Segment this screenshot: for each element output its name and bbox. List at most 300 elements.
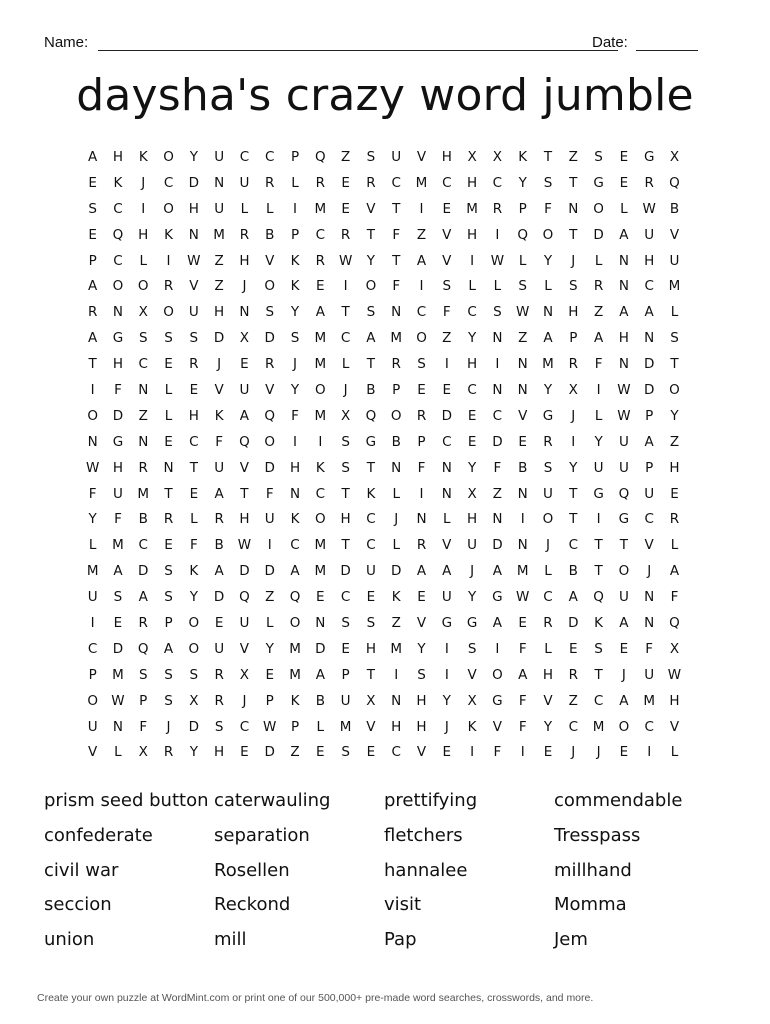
grid-letter: N — [441, 485, 452, 502]
grid-letter: E — [214, 615, 224, 632]
grid-letter: F — [114, 382, 122, 399]
grid-letter: B — [315, 692, 325, 709]
grid-letter: M — [289, 640, 301, 657]
grid-letter: U — [214, 640, 225, 657]
grid-letter: Q — [137, 640, 149, 657]
grid-letter: E — [265, 666, 274, 683]
grid-letter: V — [416, 615, 427, 632]
grid-letter: R — [87, 304, 98, 321]
grid-letter: H — [138, 226, 149, 243]
grid-letter: D — [643, 382, 655, 399]
grid-letter: A — [518, 666, 528, 683]
word-list-item: caterwauling — [214, 790, 331, 811]
grid-letter: P — [518, 200, 527, 217]
grid-letter: U — [543, 485, 553, 502]
grid-letter: M — [339, 718, 352, 735]
grid-letter: P — [417, 433, 426, 450]
grid-letter: W — [111, 692, 125, 709]
grid-letter: C — [442, 174, 452, 191]
grid-letter: K — [290, 692, 300, 709]
grid-letter: Z — [214, 278, 224, 295]
grid-letter: I — [596, 511, 601, 528]
grid-letter: V — [669, 718, 680, 735]
grid-letter: Y — [594, 433, 603, 450]
grid-letter: O — [390, 407, 402, 424]
grid-letter: S — [543, 174, 553, 191]
grid-letter: E — [619, 640, 629, 657]
word-list-item: seccion — [44, 894, 112, 916]
grid-letter: Z — [265, 589, 275, 606]
grid-letter: W — [516, 589, 530, 606]
grid-letter: D — [138, 563, 149, 580]
word-list-item: confederate — [44, 824, 153, 846]
grid-letter: C — [644, 718, 654, 735]
grid-letter: N — [542, 304, 554, 321]
grid-letter: L — [164, 407, 173, 424]
grid-letter: R — [391, 356, 401, 373]
word-list-item: millhand — [554, 859, 632, 881]
grid-letter: U — [365, 563, 376, 580]
grid-letter: H — [441, 149, 452, 165]
date-field-line[interactable] — [636, 50, 698, 51]
grid-letter: G — [441, 615, 453, 632]
grid-letter: T — [88, 356, 97, 373]
grid-letter: V — [239, 459, 250, 476]
grid-letter: U — [239, 174, 250, 191]
grid-letter: Q — [365, 407, 377, 424]
grid-letter: C — [492, 174, 503, 191]
grid-letter: Z — [568, 692, 578, 709]
grid-letter: M — [314, 356, 327, 373]
grid-letter: C — [87, 640, 98, 657]
grid-letter: Q — [517, 226, 529, 243]
grid-letter: V — [214, 382, 224, 399]
grid-letter: M — [466, 200, 478, 217]
grid-letter: X — [340, 407, 351, 424]
grid-letter: C — [644, 511, 654, 528]
grid-letter: I — [343, 278, 348, 295]
grid-letter: T — [366, 666, 376, 683]
grid-letter: R — [416, 407, 427, 424]
grid-letter: H — [618, 330, 629, 347]
grid-letter: W — [237, 537, 252, 554]
grid-letter: C — [442, 433, 452, 450]
grid-letter: E — [316, 589, 325, 606]
grid-letter: E — [189, 382, 199, 399]
grid-letter: A — [163, 640, 174, 657]
grid-letter: H — [214, 304, 225, 321]
grid-letter: I — [318, 433, 323, 450]
grid-letter: N — [214, 174, 225, 191]
grid-letter: W — [617, 407, 631, 424]
grid-letter: R — [163, 278, 174, 295]
grid-letter: H — [188, 200, 199, 217]
word-list-item: fletchers — [384, 824, 463, 846]
grid-letter: M — [86, 563, 99, 580]
grid-letter: I — [444, 640, 449, 657]
grid-letter: U — [214, 459, 225, 476]
grid-letter: Z — [518, 330, 528, 347]
grid-letter: G — [618, 511, 630, 528]
grid-letter: O — [416, 330, 427, 347]
grid-letter: N — [315, 615, 326, 632]
grid-letter: E — [341, 640, 350, 657]
grid-letter: C — [593, 692, 604, 709]
grid-letter: T — [619, 537, 628, 554]
grid-letter: M — [390, 330, 403, 347]
grid-letter: U — [214, 200, 225, 217]
grid-letter: L — [164, 382, 173, 399]
grid-letter: L — [88, 537, 97, 554]
footer-text: Create your own puzzle at WordMint.com or print one of our 500,000+ pre-made word searches, crosswords, and more. — [37, 992, 594, 1004]
grid-letter: U — [669, 252, 680, 269]
grid-letter: P — [290, 149, 300, 165]
grid-letter: W — [338, 252, 353, 269]
grid-letter: N — [644, 330, 655, 347]
grid-letter: E — [164, 433, 173, 450]
grid-letter: T — [366, 459, 376, 476]
grid-letter: C — [416, 304, 427, 321]
grid-letter: O — [315, 511, 326, 528]
grid-letter: E — [341, 174, 350, 191]
grid-letter: T — [240, 485, 249, 502]
grid-letter: H — [669, 459, 680, 476]
grid-letter: M — [314, 407, 327, 424]
grid-letter: H — [289, 459, 301, 476]
grid-letter: E — [619, 744, 629, 761]
grid-letter: C — [239, 149, 250, 165]
grid-letter: B — [568, 563, 578, 580]
grid-letter: S — [164, 563, 173, 580]
grid-letter: A — [416, 563, 427, 580]
grid-letter: N — [163, 459, 174, 476]
grid-letter: Y — [670, 407, 679, 424]
grid-letter: E — [189, 485, 199, 502]
grid-letter: O — [365, 278, 377, 295]
grid-letter: E — [467, 433, 477, 450]
grid-letter: D — [391, 563, 402, 580]
grid-letter: S — [164, 692, 173, 709]
grid-letter: D — [593, 226, 604, 243]
grid-letter: N — [644, 589, 655, 606]
grid-letter: N — [618, 252, 629, 269]
grid-letter: E — [670, 485, 679, 502]
grid-letter: O — [87, 692, 98, 709]
grid-letter: M — [314, 330, 327, 347]
grid-letter: K — [467, 718, 477, 735]
grid-letter: K — [164, 226, 173, 243]
grid-letter: T — [341, 485, 350, 502]
grid-letter: I — [394, 666, 399, 683]
grid-letter: O — [163, 149, 174, 165]
grid-letter: J — [343, 382, 348, 399]
grid-letter: G — [593, 485, 604, 502]
word-list-item: separation — [214, 824, 310, 846]
grid-letter: O — [542, 511, 554, 528]
grid-letter: V — [644, 537, 654, 554]
grid-letter: B — [214, 537, 224, 554]
word-list-item: prettifying — [384, 790, 478, 811]
grid-letter: L — [392, 537, 400, 554]
grid-letter: E — [619, 174, 629, 191]
grid-letter: J — [596, 744, 601, 761]
grid-letter: O — [542, 226, 554, 243]
grid-letter: I — [90, 382, 95, 399]
grid-letter: I — [571, 433, 576, 450]
grid-letter: X — [138, 744, 148, 761]
grid-letter: R — [189, 356, 199, 373]
grid-letter: C — [290, 537, 300, 554]
grid-letter: V — [239, 640, 250, 657]
grid-letter: Y — [417, 640, 426, 657]
grid-letter: D — [441, 407, 452, 424]
grid-letter: S — [138, 330, 148, 347]
grid-letter: L — [670, 304, 679, 321]
grid-letter: I — [470, 252, 475, 269]
word-list-item: Tresspass — [554, 824, 641, 846]
grid-letter: Y — [569, 459, 578, 476]
grid-letter: X — [492, 149, 503, 165]
grid-letter: N — [239, 304, 250, 321]
grid-letter: G — [112, 433, 124, 450]
grid-letter: S — [214, 718, 224, 735]
grid-letter: E — [442, 744, 452, 761]
grid-letter: A — [619, 615, 629, 632]
grid-letter: K — [189, 563, 199, 580]
grid-letter: D — [112, 407, 124, 424]
grid-letter: V — [492, 718, 503, 735]
grid-letter: M — [213, 226, 225, 243]
grid-letter: C — [467, 304, 477, 321]
grid-letter: C — [265, 149, 275, 165]
grid-letter: V — [416, 149, 427, 165]
grid-letter: I — [267, 537, 272, 554]
grid-letter: Q — [669, 174, 680, 191]
grid-letter: H — [112, 459, 124, 476]
grid-letter: D — [264, 330, 275, 347]
grid-letter: I — [166, 252, 171, 269]
grid-letter: H — [365, 640, 376, 657]
grid-letter: Q — [239, 589, 250, 606]
grid-letter: P — [290, 226, 300, 243]
grid-letter: C — [138, 356, 148, 373]
grid-letter: W — [187, 252, 201, 269]
grid-letter: N — [441, 459, 452, 476]
grid-letter: E — [316, 278, 325, 295]
grid-letter: K — [391, 589, 401, 606]
grid-letter: S — [113, 589, 123, 606]
grid-letter: V — [265, 382, 275, 399]
grid-letter: Q — [112, 226, 124, 243]
grid-letter: P — [645, 407, 654, 424]
grid-letter: K — [214, 407, 224, 424]
grid-letter: T — [670, 356, 679, 373]
grid-letter: X — [467, 692, 477, 709]
puzzle-title: daysha's crazy word jumble — [76, 70, 694, 121]
grid-letter: P — [88, 666, 97, 683]
grid-letter: H — [542, 666, 554, 683]
grid-letter: O — [669, 382, 680, 399]
grid-letter: A — [644, 304, 654, 321]
grid-letter: O — [137, 278, 149, 295]
grid-letter: R — [163, 511, 174, 528]
grid-letter: I — [495, 226, 500, 243]
grid-letter: L — [341, 356, 350, 373]
grid-letter: B — [265, 226, 275, 243]
grid-letter: E — [240, 744, 249, 761]
grid-letter: Z — [214, 252, 224, 269]
grid-letter: N — [87, 433, 98, 450]
grid-letter: C — [391, 744, 401, 761]
grid-letter: E — [442, 382, 452, 399]
grid-letter: K — [290, 511, 300, 528]
grid-letter: E — [543, 744, 553, 761]
grid-letter: A — [290, 563, 300, 580]
grid-letter: J — [571, 407, 576, 424]
grid-letter: H — [467, 511, 478, 528]
grid-letter: Y — [290, 382, 300, 399]
grid-letter: N — [416, 511, 427, 528]
grid-letter: T — [392, 252, 401, 269]
grid-letter: I — [444, 356, 449, 373]
grid-letter: X — [239, 666, 250, 683]
word-list-item: Momma — [554, 894, 627, 916]
grid-letter: A — [669, 563, 680, 580]
grid-letter: U — [87, 589, 98, 606]
grid-letter: A — [619, 226, 629, 243]
grid-letter: S — [189, 330, 199, 347]
grid-letter: I — [419, 200, 424, 217]
grid-letter: K — [315, 459, 325, 476]
grid-letter: M — [643, 692, 655, 709]
grid-letter: E — [518, 433, 527, 450]
grid-letter: L — [190, 511, 198, 528]
grid-letter: A — [619, 304, 629, 321]
grid-letter: E — [366, 589, 376, 606]
grid-letter: G — [542, 407, 554, 424]
grid-letter: H — [669, 692, 680, 709]
grid-letter: M — [415, 174, 428, 191]
grid-letter: R — [214, 666, 224, 683]
grid-letter: L — [468, 278, 476, 295]
grid-letter: K — [594, 615, 604, 632]
grid-letter: M — [314, 563, 327, 580]
grid-letter: R — [214, 511, 224, 528]
grid-letter: F — [442, 304, 451, 321]
grid-letter: A — [366, 330, 376, 347]
grid-letter: G — [593, 174, 604, 191]
grid-letter: C — [492, 407, 503, 424]
grid-letter: S — [594, 640, 603, 657]
grid-letter: R — [366, 174, 376, 191]
grid-letter: A — [214, 563, 224, 580]
grid-letter: L — [493, 278, 502, 295]
grid-letter: U — [644, 666, 655, 683]
grid-letter: Y — [189, 589, 198, 606]
grid-letter: N — [391, 304, 402, 321]
grid-letter: D — [492, 537, 503, 554]
word-list-item: Reckond — [214, 894, 291, 916]
grid-letter: I — [495, 356, 500, 373]
grid-letter: G — [492, 692, 503, 709]
grid-letter: U — [391, 149, 402, 165]
grid-letter: E — [442, 200, 452, 217]
grid-letter: V — [442, 537, 452, 554]
grid-letter: M — [314, 200, 327, 217]
grid-letter: R — [492, 200, 503, 217]
grid-letter: G — [466, 615, 478, 632]
grid-letter: X — [366, 692, 376, 709]
grid-letter: C — [315, 226, 326, 243]
grid-letter: S — [594, 149, 603, 165]
grid-letter: T — [164, 485, 173, 502]
grid-letter: L — [594, 407, 603, 424]
grid-letter: C — [391, 174, 401, 191]
word-list-item: union — [44, 929, 95, 951]
grid-letter: S — [569, 278, 578, 295]
grid-letter: V — [442, 226, 452, 243]
grid-letter: N — [391, 459, 402, 476]
word-list-item: commendable — [554, 790, 683, 811]
grid-letter: T — [341, 304, 350, 321]
grid-letter: U — [441, 589, 452, 606]
grid-letter: N — [112, 718, 123, 735]
grid-letter: R — [265, 356, 275, 373]
grid-letter: S — [417, 356, 426, 373]
grid-letter: S — [366, 149, 376, 165]
grid-letter: M — [542, 356, 554, 373]
grid-letter: B — [366, 382, 376, 399]
grid-letter: C — [340, 330, 351, 347]
grid-letter: A — [492, 563, 503, 580]
grid-letter: C — [315, 485, 326, 502]
grid-letter: J — [571, 744, 576, 761]
grid-letter: T — [569, 485, 578, 502]
grid-letter: N — [644, 615, 655, 632]
grid-letter: D — [112, 640, 124, 657]
grid-letter: J — [444, 718, 449, 735]
grid-letter: F — [518, 718, 527, 735]
grid-letter: S — [442, 278, 452, 295]
grid-letter: W — [85, 459, 100, 476]
grid-letter: S — [164, 330, 173, 347]
grid-letter: I — [141, 200, 146, 217]
grid-letter: I — [419, 485, 424, 502]
name-label: Name: — [44, 34, 89, 51]
grid-letter: R — [568, 356, 578, 373]
grid-letter: D — [568, 615, 579, 632]
grid-letter: K — [366, 485, 376, 502]
grid-letter: M — [112, 666, 124, 683]
grid-letter: T — [543, 149, 553, 165]
grid-letter: Z — [391, 615, 401, 632]
grid-letter: A — [442, 563, 452, 580]
grid-letter: H — [391, 718, 402, 735]
grid-letter: E — [88, 174, 97, 191]
grid-letter: D — [188, 718, 200, 735]
grid-letter: J — [242, 278, 247, 295]
grid-letter: Q — [264, 407, 276, 424]
grid-letter: M — [289, 666, 301, 683]
grid-letter: E — [518, 615, 527, 632]
grid-letter: A — [593, 330, 604, 347]
name-field-line[interactable] — [98, 50, 618, 51]
grid-letter: S — [290, 330, 300, 347]
grid-letter: E — [619, 149, 629, 165]
grid-letter: X — [138, 304, 148, 321]
grid-letter: V — [265, 252, 275, 269]
grid-letter: S — [341, 615, 350, 632]
